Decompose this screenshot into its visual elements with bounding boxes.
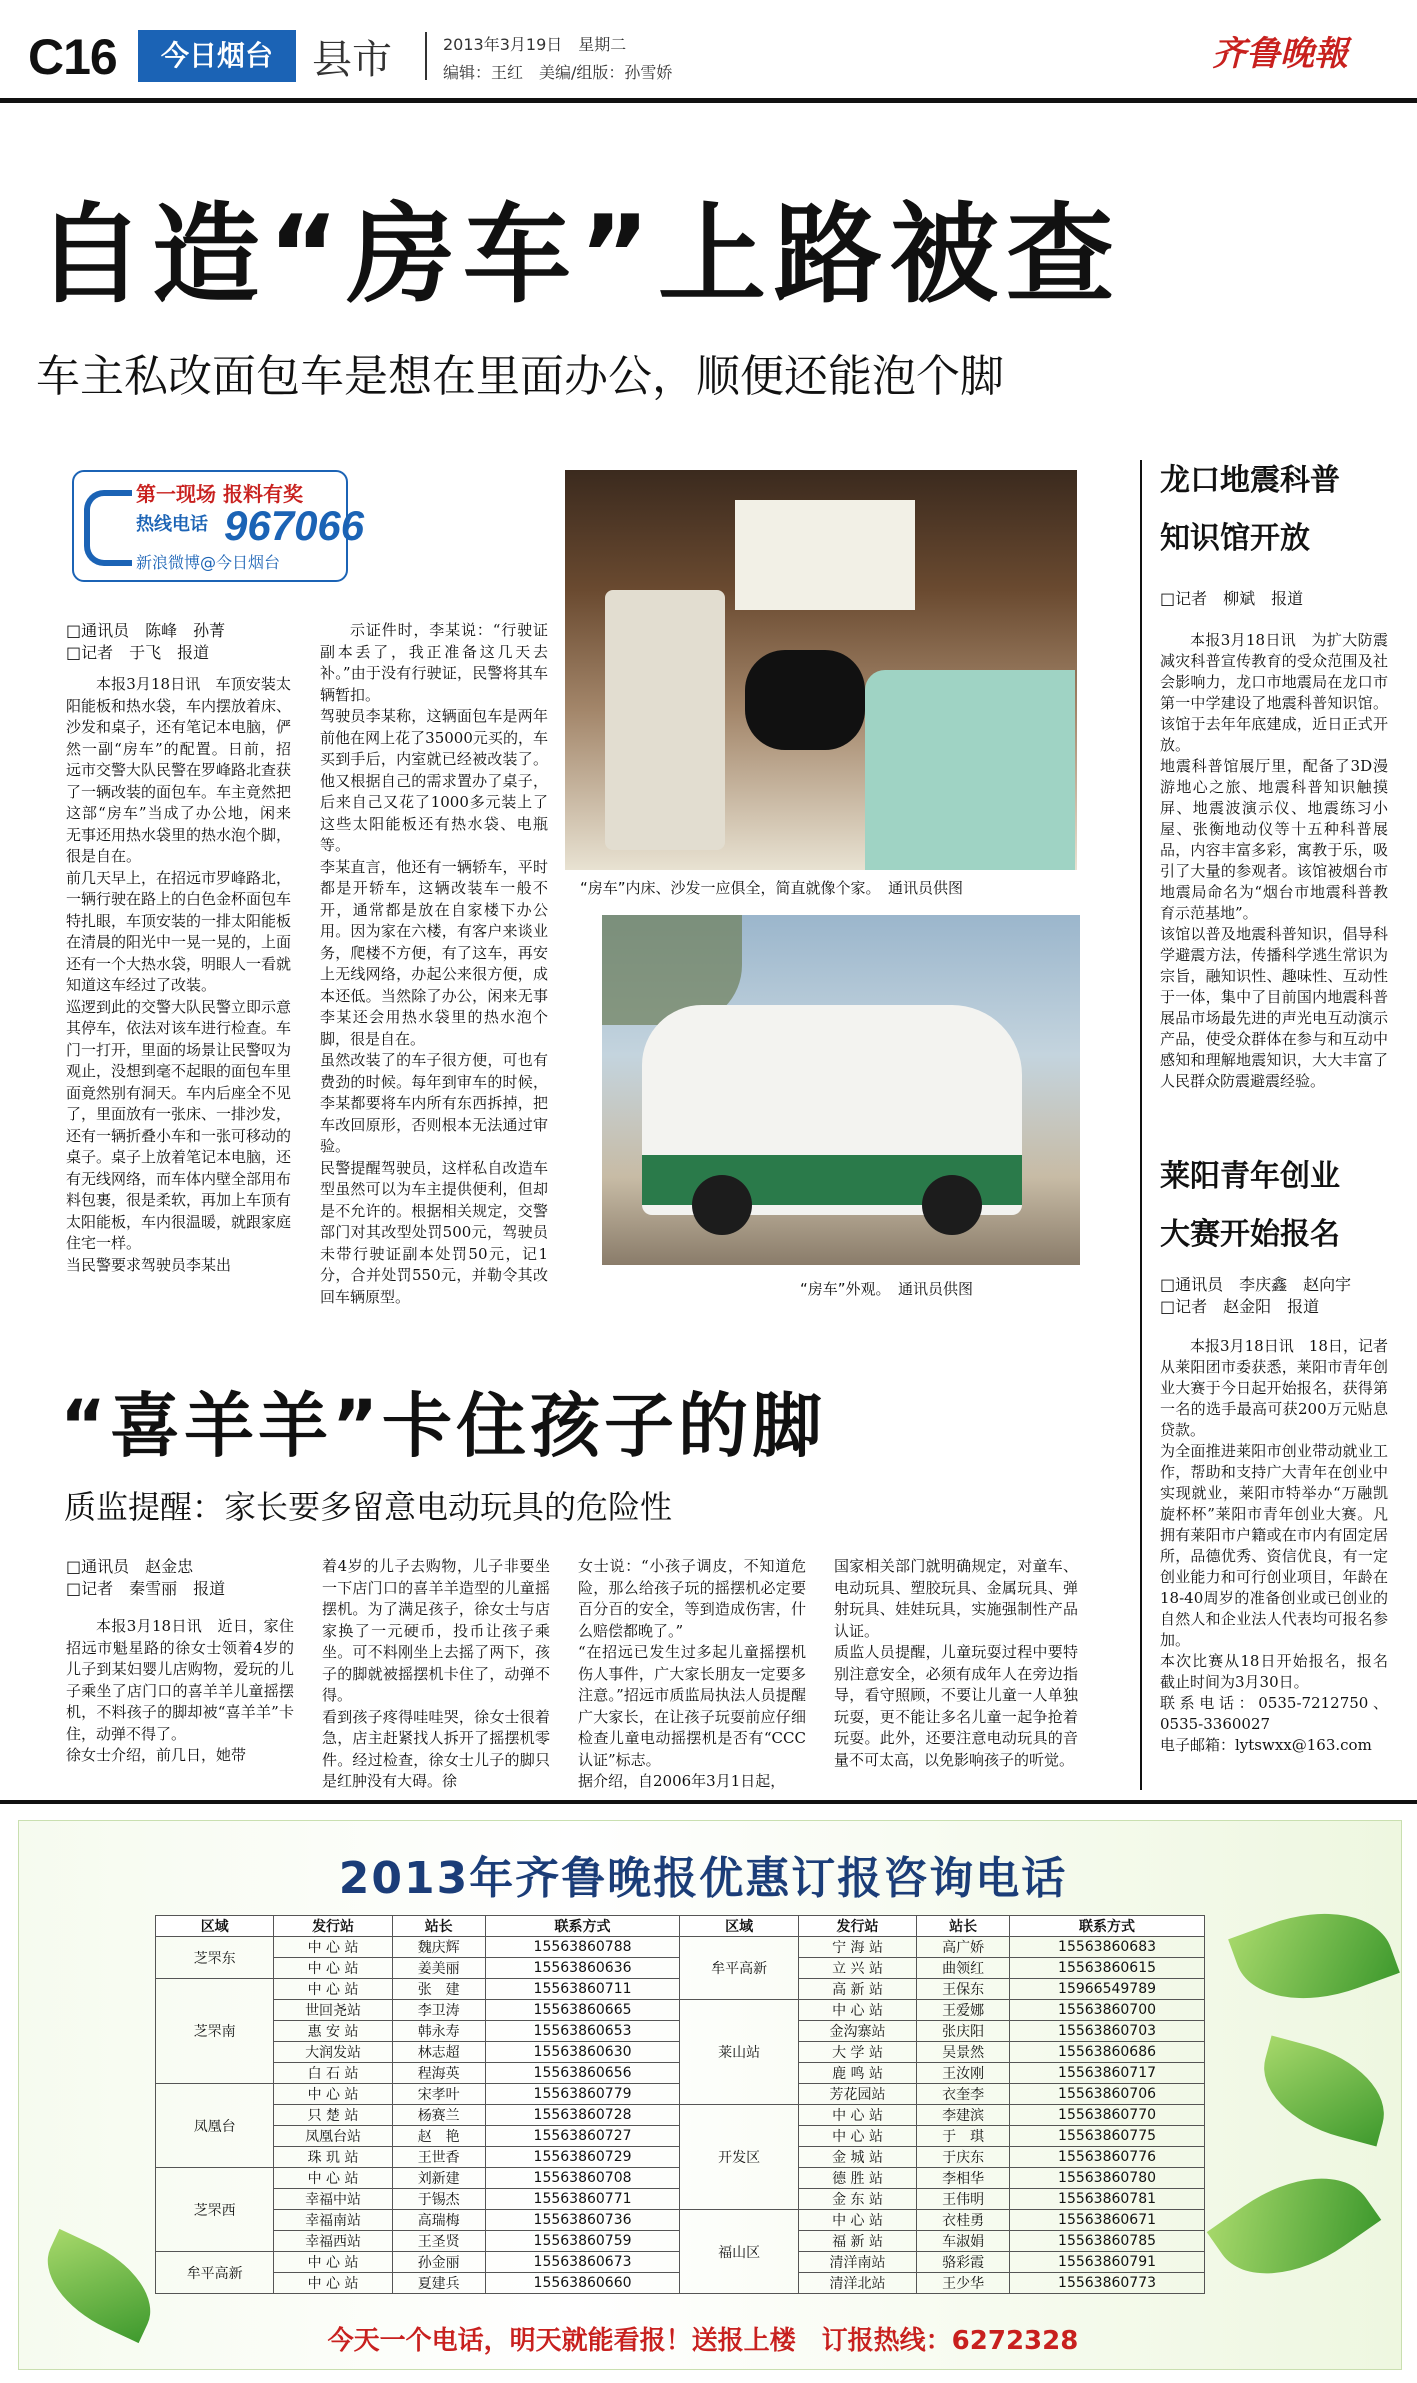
section-name: 县市 bbox=[312, 37, 392, 83]
table-cell-phone: 15563860770 bbox=[1010, 2105, 1205, 2126]
table-cell-area: 凤凰台 bbox=[156, 2084, 274, 2168]
table-cell-manager: 衣奎李 bbox=[917, 2084, 1010, 2105]
issue-date: 2013年3月19日 星期二 bbox=[443, 35, 627, 54]
table-row bbox=[156, 1937, 1205, 1958]
sidebar2-headline: 莱阳青年创业 大赛开始报名 bbox=[1160, 1159, 1340, 1252]
table-cell-phone: 15563860785 bbox=[1010, 2231, 1205, 2252]
table-cell-phone: 15563860711 bbox=[485, 1979, 680, 2000]
ad-title: 2013年齐鲁晚报优惠订报咨询电话 bbox=[338, 1853, 1068, 1904]
article2-column-4: 国家相关部门就明确规定，对童车、电动玩具、塑胶玩具、金属玩具、弹射玩具、娃娃玩具，实施强制性产品认证。 质监人员提醒，儿童玩耍过程中要特别注意安全，必须有成年人在旁边指导，看守照顾，不要让儿童一人单独玩耍，更不能让多名儿童一起争抢着玩耍。此外，还要注意电动玩具的音量不可太高，以免影响孩子的听觉。 bbox=[834, 1557, 1078, 1769]
table-cell-manager: 王爱娜 bbox=[917, 2000, 1010, 2021]
leaf-decoration bbox=[30, 2229, 168, 2343]
table-cell-manager: 杨赛兰 bbox=[392, 2105, 485, 2126]
table-cell-phone: 15563860703 bbox=[1010, 2021, 1205, 2042]
table-cell-phone: 15563860615 bbox=[1010, 1958, 1205, 1979]
table-cell-station: 大 学 站 bbox=[798, 2042, 916, 2063]
table-cell-manager: 张 建 bbox=[392, 1979, 485, 2000]
table-cell-manager: 宋孝叶 bbox=[392, 2084, 485, 2105]
table-cell-station: 清洋南站 bbox=[798, 2252, 916, 2273]
table-cell-station: 立 兴 站 bbox=[798, 1958, 916, 1979]
table-cell-station: 德 胜 站 bbox=[798, 2168, 916, 2189]
phone-icon bbox=[84, 490, 132, 566]
sidebar2-byline: □通讯员 李庆鑫 赵向宇 □记者 赵金阳 报道 bbox=[1160, 1275, 1352, 1316]
table-cell-station: 惠 安 站 bbox=[274, 2021, 392, 2042]
table-cell-area: 牟平高新 bbox=[156, 2252, 274, 2294]
table-cell-phone: 15563860759 bbox=[485, 2231, 680, 2252]
photo-camper-interior bbox=[565, 470, 1077, 870]
table-cell-manager: 王少华 bbox=[917, 2273, 1010, 2294]
table-cell-station: 只 楚 站 bbox=[274, 2105, 392, 2126]
table-cell-phone: 15563860776 bbox=[1010, 2147, 1205, 2168]
table-cell-phone: 15563860729 bbox=[485, 2147, 680, 2168]
article2-subheadline: 质监提醒：家长要多留意电动玩具的危险性 bbox=[64, 1488, 673, 1526]
table-cell-manager: 姜美丽 bbox=[392, 1958, 485, 1979]
table-cell-station: 金 东 站 bbox=[798, 2189, 916, 2210]
sidebar1-byline: □记者 柳斌 报道 bbox=[1160, 589, 1304, 608]
newspaper-masthead: 齐鲁晚報 bbox=[1212, 34, 1348, 74]
table-cell-phone: 15563860773 bbox=[1010, 2273, 1205, 2294]
table-cell-manager: 王伟明 bbox=[917, 2189, 1010, 2210]
sidebar1-body: 本报3月18日讯 为扩大防震减灾科普宣传教育的受众范围及社会影响力，龙口市地震局在龙口市第一中学建设了地震科普知识馆。该馆于去年年底建成，近日正式开放。 地震科普馆展厅里，配备了3D漫游地心之旅、地震科普知识触摸屏、地震波演示仪、地震练习小屋、张衡地动仪等十五种科普展品，内容丰富多彩，寓教于乐，吸引了大量的参观者。该馆被烟台市地震局命名为“烟台市地震科普教育示范基地”。 该馆以普及地震科普知识，倡导科学避震方法，传播科学逃生常识为宗旨，融知识性、趣味性、互动性于一体，集中了目前国内地震科普展品市场最先进的声光电互动演示产品，使受众群体在参与和互动中感知和理解地震知识，大大丰富了人民群众防震避震经验。 bbox=[1160, 631, 1388, 1090]
table-cell-station: 中 心 站 bbox=[274, 2273, 392, 2294]
table-cell-station: 中 心 站 bbox=[274, 1958, 392, 1979]
sidebar1-headline: 龙口地震科普 知识馆开放 bbox=[1160, 463, 1340, 556]
table-cell-phone: 15563860706 bbox=[1010, 2084, 1205, 2105]
table-cell-area: 芝罘西 bbox=[156, 2168, 274, 2252]
table-row bbox=[156, 2105, 1205, 2126]
hotline-weibo: 新浪微博@今日烟台 bbox=[136, 553, 281, 572]
table-cell-phone: 15563860727 bbox=[485, 2126, 680, 2147]
table-cell-station: 福 新 站 bbox=[798, 2231, 916, 2252]
article2-column-2: 着4岁的儿子去购物，儿子非要坐一下店门口的喜羊羊造型的儿童摇摆机。为了满足孩子，徐女士与店家换了一元硬币，投币让孩子乘坐。可不料刚坐上去摇了两下，孩子的脚就被摇摆机卡住了，动弹不得。 看到孩子疼得哇哇哭，徐女士很着急，店主赶紧找人拆开了摇摆机零件。经过检查，徐女士儿子的脚只是红肿没有大碍。徐 bbox=[322, 1557, 550, 1790]
table-cell-phone: 15563860781 bbox=[1010, 2189, 1205, 2210]
table-cell-station: 中 心 站 bbox=[798, 2126, 916, 2147]
article1-column-1: 本报3月18日讯 车顶安装太阳能板和热水袋，车内摆放着床、沙发和桌子，还有笔记本电脑，俨然一副“房车”的配置。日前，招远市交警大队民警在罗峰路北查获了一辆改装的面包车。车主竟然把这部“房车”当成了办公地，闲来无事还用热水袋里的热水泡个脚，很是自在。 前几天早上，在招远市罗峰路北，一辆行驶在路上的白色金杯面包车特扎眼，车顶安装的一排太阳能板在清晨的阳光中一晃一晃的，上面还有一个大热水袋，明眼人一看就知道这车经过了改装。 巡逻到此的交警大队民警立即示意其停车，依法对该车进行检查。车门一打开，里面的场景让民警叹为观止，没想到毫不起眼的面包车里面竟然别有洞天。车内后座全不见了，里面放有一张床、一排沙发，还有一辆折叠小车和一张可移动的桌子。桌子上放着笔记本电脑，还有无线网络，而车体内壁全部用布料包裹，很是柔软，再加上车顶有太阳能板，车内很温暖，就跟家庭住宅一样。 当民警要求驾驶员李某出 bbox=[66, 675, 291, 1274]
article1-byline: □通讯员 陈峰 孙菁 □记者 于飞 报道 bbox=[66, 621, 226, 662]
table-cell-manager: 赵 艳 bbox=[392, 2126, 485, 2147]
table-cell-phone: 15563860717 bbox=[1010, 2063, 1205, 2084]
article2-byline: □通讯员 赵金忠 □记者 秦雪丽 报道 bbox=[66, 1557, 226, 1598]
table-cell-manager: 于庆东 bbox=[917, 2147, 1010, 2168]
table-cell-manager: 李建滨 bbox=[917, 2105, 1010, 2126]
table-row bbox=[156, 2000, 1205, 2021]
table-cell-manager: 王汝刚 bbox=[917, 2063, 1010, 2084]
hotline-box bbox=[72, 470, 365, 582]
table-cell-station: 中 心 站 bbox=[274, 2252, 392, 2273]
table-cell-phone: 15563860771 bbox=[485, 2189, 680, 2210]
table-cell-phone: 15563860636 bbox=[485, 1958, 680, 1979]
article1-headline: 自造“房车”上路被查 bbox=[36, 193, 1122, 318]
table-cell-station: 世回尧站 bbox=[274, 2000, 392, 2021]
table-cell-manager: 林志超 bbox=[392, 2042, 485, 2063]
table-cell-station: 幸福中站 bbox=[274, 2189, 392, 2210]
table-cell-station: 珠 玑 站 bbox=[274, 2147, 392, 2168]
table-cell-phone: 15563860653 bbox=[485, 2021, 680, 2042]
table-cell-manager: 吴景然 bbox=[917, 2042, 1010, 2063]
table-cell-phone: 15563860788 bbox=[485, 1937, 680, 1958]
column-tag: 今日烟台 bbox=[138, 30, 296, 82]
table-cell-area: 牟平高新 bbox=[680, 1937, 798, 2000]
table-cell-phone: 15563860660 bbox=[485, 2273, 680, 2294]
table-cell-area: 芝罘东 bbox=[156, 1937, 274, 1979]
table-cell-station: 金沟寨站 bbox=[798, 2021, 916, 2042]
article1-column-2: 示证件时，李某说：“行驶证副本丢了，我正准备这几天去补。”由于没有行驶证，民警将其车辆暂扣。 驾驶员李某称，这辆面包车是两年前他在网上花了35000元买的，车买到手后，内室就已经被改装了。他又根据自己的需求置办了桌子，后来自己又花了1000多元装上了这些太阳能板还有热水袋、电瓶等。 李某直言，他还有一辆轿车，平时都是开轿车，这辆改装车一般不开，通常都是放在自家楼下办公用。因为家在六楼，有客户来谈业务，爬楼不方便，有了这车，再安上无线网络，办起公来很方便，成本还低。当然除了办公，闲来无事李某还会用热水袋里的热水泡个脚，很是自在。 虽然改装了的车子很方便，可也有费劲的时候。每年到审车的时候，李某都要将车内所有东西拆掉，把车改回原形，否则根本无法通过审验。 民警提醒驾驶员，这样私自改造车型虽然可以为车主提供便利，但却是不允许的。根据相关规定，交警部门对其改型处罚500元，驾驶员未带行驶证副本处罚50元，记1分，合并处罚550元，并勒令其改回车辆原型。 bbox=[320, 621, 548, 1306]
table-cell-phone: 15563860700 bbox=[1010, 2000, 1205, 2021]
table-cell-manager: 王世香 bbox=[392, 2147, 485, 2168]
table-cell-station: 中 心 站 bbox=[798, 2105, 916, 2126]
table-cell-phone: 15563860673 bbox=[485, 2252, 680, 2273]
table-cell-phone: 15966549789 bbox=[1010, 1979, 1205, 2000]
photo1-caption: “房车”内床、沙发一应俱全，简直就像个家。 通讯员供图 bbox=[580, 879, 964, 897]
table-cell-manager: 高瑞梅 bbox=[392, 2210, 485, 2231]
table-cell-manager: 韩永寿 bbox=[392, 2021, 485, 2042]
table-cell-phone: 15563860630 bbox=[485, 2042, 680, 2063]
table-cell-manager: 刘新建 bbox=[392, 2168, 485, 2189]
table-cell-phone: 15563860780 bbox=[1010, 2168, 1205, 2189]
hotline-label: 热线电话 bbox=[136, 514, 208, 535]
article1-subheadline: 车主私改面包车是想在里面办公，顺便还能泡个脚 bbox=[36, 351, 1004, 402]
table-cell-manager: 张庆阳 bbox=[917, 2021, 1010, 2042]
table-cell-manager: 夏建兵 bbox=[392, 2273, 485, 2294]
table-cell-phone: 15563860665 bbox=[485, 2000, 680, 2021]
table-header-row: 区域 发行站 站长 联系方式 区域 发行站 站长 联系方式 bbox=[156, 1916, 1205, 1937]
editors-credit: 编辑：王红 美编/组版：孙雪娇 bbox=[443, 63, 673, 82]
table-cell-station: 中 心 站 bbox=[274, 1979, 392, 2000]
table-cell-station: 宁 海 站 bbox=[798, 1937, 916, 1958]
bottom-rule bbox=[0, 1800, 1417, 1804]
table-cell-phone: 15563860708 bbox=[485, 2168, 680, 2189]
article2-column-3: 女士说：“小孩子调皮，不知道危险，那么给孩子玩的摇摆机必定要百分百的安全，等到造成伤害，什么赔偿都晚了。” “在招远已发生过多起儿童摇摆机伤人事件，广大家长朋友一定要多注意。”招远市质监局执法人员提醒广大家长，在让孩子玩耍前应仔细检查儿童电动摇摆机是否有“CCC认证”标志。 据介绍，自2006年3月1日起， bbox=[578, 1557, 806, 1790]
hotline-number: 967066 bbox=[224, 502, 365, 549]
table-cell-phone: 15563860728 bbox=[485, 2105, 680, 2126]
table-cell-area: 莱山站 bbox=[680, 2000, 798, 2105]
table-cell-manager: 程海英 bbox=[392, 2063, 485, 2084]
photo-camper-exterior bbox=[602, 915, 1080, 1265]
top-rule bbox=[0, 98, 1417, 103]
table-cell-phone: 15563860656 bbox=[485, 2063, 680, 2084]
table-cell-phone: 15563860671 bbox=[1010, 2210, 1205, 2231]
table-cell-manager: 孙金丽 bbox=[392, 2252, 485, 2273]
table-cell-manager: 高广娇 bbox=[917, 1937, 1010, 1958]
table-cell-area: 芝罘南 bbox=[156, 1979, 274, 2084]
table-cell-station: 鹿 鸣 站 bbox=[798, 2063, 916, 2084]
table-cell-manager: 李卫涛 bbox=[392, 2000, 485, 2021]
table-cell-station: 凤凰台站 bbox=[274, 2126, 392, 2147]
header-divider bbox=[425, 32, 427, 80]
table-cell-phone: 15563860683 bbox=[1010, 1937, 1205, 1958]
table-cell-station: 大润发站 bbox=[274, 2042, 392, 2063]
article2-column-1: 本报3月18日讯 近日，家住招远市魁星路的徐女士领着4岁的儿子到某妇婴儿店购物，爱玩的儿子乘坐了店门口的喜羊羊儿童摇摆机，不料孩子的脚却被“喜羊羊”卡住，动弹不得了。 徐女士介绍，前几日，她带 bbox=[66, 1617, 294, 1764]
table-cell-station: 芳花园站 bbox=[798, 2084, 916, 2105]
table-cell-station: 中 心 站 bbox=[274, 1937, 392, 1958]
table-cell-station: 中 心 站 bbox=[798, 2210, 916, 2231]
table-cell-phone: 15563860736 bbox=[485, 2210, 680, 2231]
page-code: C16 bbox=[28, 29, 117, 85]
leaf-decoration bbox=[1251, 2036, 1397, 2147]
table-cell-manager: 王保东 bbox=[917, 1979, 1010, 2000]
table-cell-station: 金 城 站 bbox=[798, 2147, 916, 2168]
table-cell-manager: 曲领红 bbox=[917, 1958, 1010, 1979]
leaf-decoration bbox=[1207, 2146, 1381, 2306]
table-cell-manager: 于 琪 bbox=[917, 2126, 1010, 2147]
table-cell-phone: 15563860791 bbox=[1010, 2252, 1205, 2273]
table-cell-station: 中 心 站 bbox=[274, 2168, 392, 2189]
table-cell-manager: 车淑娟 bbox=[917, 2231, 1010, 2252]
table-cell-station: 中 心 站 bbox=[274, 2084, 392, 2105]
table-cell-manager: 衣桂勇 bbox=[917, 2210, 1010, 2231]
table-cell-phone: 15563860779 bbox=[485, 2084, 680, 2105]
table-cell-station: 幸福南站 bbox=[274, 2210, 392, 2231]
table-cell-manager: 王圣贤 bbox=[392, 2231, 485, 2252]
table-cell-station: 幸福西站 bbox=[274, 2231, 392, 2252]
table-cell-manager: 魏庆辉 bbox=[392, 1937, 485, 1958]
table-cell-manager: 李相华 bbox=[917, 2168, 1010, 2189]
table-cell-area: 开发区 bbox=[680, 2105, 798, 2210]
table-cell-area: 福山区 bbox=[680, 2210, 798, 2294]
photo2-caption: “房车”外观。 通讯员供图 bbox=[800, 1280, 974, 1298]
article2-headline: “喜羊羊”卡住孩子的脚 bbox=[60, 1385, 827, 1467]
ad-slogan: 今天一个电话，明天就能看报！送报上楼 订报热线：6272328 bbox=[327, 2326, 1079, 2356]
table-cell-station: 清洋北站 bbox=[798, 2273, 916, 2294]
table-cell-station: 白 石 站 bbox=[274, 2063, 392, 2084]
table-cell-phone: 15563860775 bbox=[1010, 2126, 1205, 2147]
table-cell-station: 高 新 站 bbox=[798, 1979, 916, 2000]
subscription-table bbox=[155, 1915, 1205, 2294]
table-cell-phone: 15563860686 bbox=[1010, 2042, 1205, 2063]
table-cell-manager: 骆彩霞 bbox=[917, 2252, 1010, 2273]
leaf-decoration bbox=[1228, 1888, 1400, 2024]
table-cell-manager: 于锡杰 bbox=[392, 2189, 485, 2210]
hotline-slogan: 第一现场 报料有奖 bbox=[136, 482, 303, 506]
sidebar2-body: 本报3月18日讯 18日，记者从莱阳团市委获悉，莱阳市青年创业大赛于今日起开始报名，获得第一名的选手最高可获200万元贴息贷款。 为全面推进莱阳市创业带动就业工作，帮助和支持广大青年在创业中实现就业，莱阳市特举办“万融凯旋杯杯”莱阳市青年创业大赛。凡拥有莱阳市户籍或在市内有固定居所，品德优秀、资信优良，有一定创业能力和可行创业项目，年龄在18-40周岁的准备创业或已创业的自然人和企业法人代表均可报名参加。 本次比赛从18日开始报名，报名截止时间为3月30日。 联系电话：0535-7212750、0535-3360027 电子邮箱：lytswxx@163.com bbox=[1160, 1337, 1388, 1754]
sidebar-divider bbox=[1140, 460, 1142, 1790]
table-row bbox=[156, 2210, 1205, 2231]
table-cell-station: 中 心 站 bbox=[798, 2000, 916, 2021]
